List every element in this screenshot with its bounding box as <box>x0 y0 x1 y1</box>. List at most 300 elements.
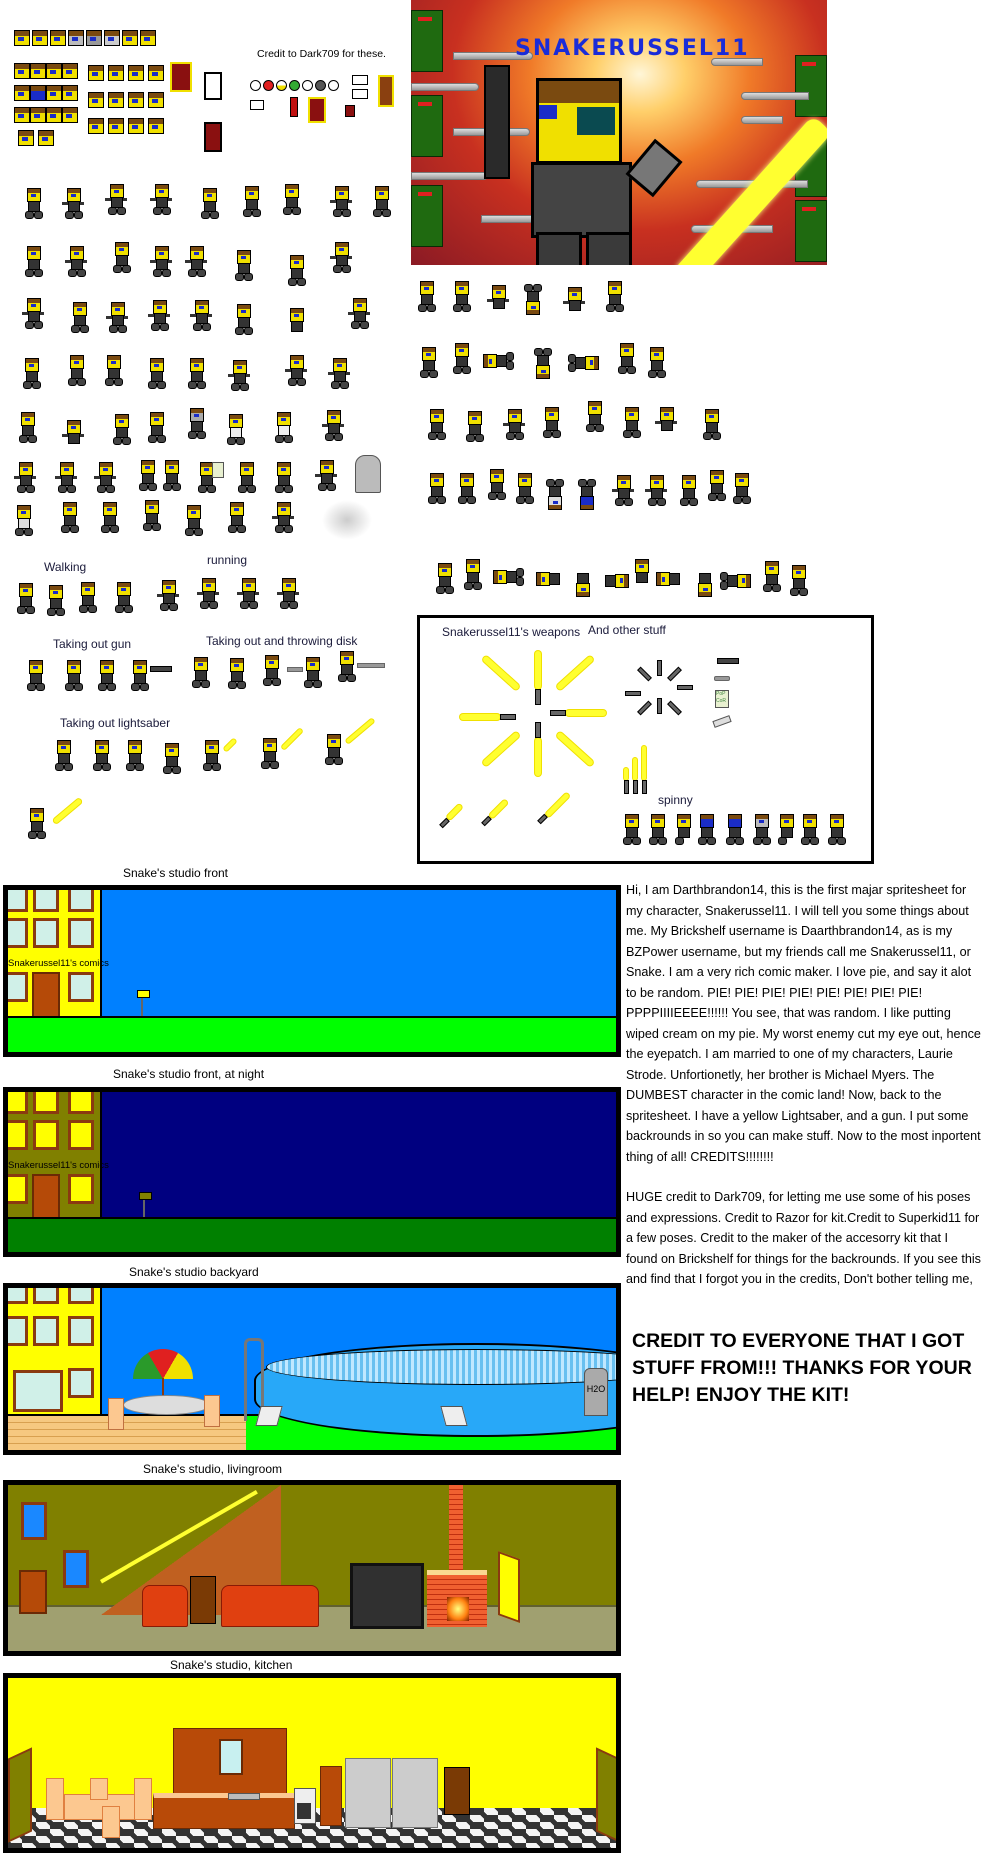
head-sprite <box>62 85 78 101</box>
pose-sprite <box>182 505 204 535</box>
spin-frame <box>672 814 694 844</box>
lightsaber-hilt <box>667 701 682 716</box>
pose-sprite <box>315 460 337 490</box>
pose-sprite <box>272 412 294 442</box>
lightsaber-hilt <box>535 722 541 738</box>
pose-sprite <box>190 300 212 330</box>
spin-frame <box>775 814 797 844</box>
mouth-icon <box>345 105 355 117</box>
head-sprite <box>46 85 62 101</box>
run-frame <box>237 578 259 608</box>
spin-frame <box>723 814 745 844</box>
eye-icon <box>302 80 313 91</box>
lightsaber-blade <box>53 798 82 824</box>
lightsaber-blade <box>624 768 628 780</box>
head-sprite <box>148 118 164 134</box>
patio-chair <box>204 1395 220 1427</box>
head-sprite <box>148 92 164 108</box>
window <box>3 1283 28 1304</box>
lightsaber-blade <box>535 651 541 689</box>
pose-sprite <box>62 420 84 450</box>
blaster-bolt <box>741 116 783 124</box>
tongue-icon <box>290 97 298 117</box>
window <box>3 972 28 1002</box>
head-sprite <box>46 107 62 123</box>
window <box>68 1174 94 1204</box>
pose-sprite <box>461 559 483 589</box>
candy-icon <box>712 715 731 728</box>
saber-frame <box>160 743 182 773</box>
scene-kitchen <box>3 1673 621 1853</box>
eye-icon <box>315 80 326 91</box>
lightsaber-blade <box>535 738 541 776</box>
mailbox-post <box>141 996 143 1016</box>
head-sprite <box>122 30 138 46</box>
mouth-icon <box>308 97 326 123</box>
door <box>32 1174 60 1220</box>
lightsaber-blade <box>545 793 570 818</box>
pose-sprite <box>185 246 207 276</box>
label-throwing-disk: Taking out and throwing disk <box>206 634 358 648</box>
window <box>21 1502 47 1540</box>
spin-frame <box>798 814 820 844</box>
head-sprite <box>38 130 54 146</box>
pose-sprite <box>450 281 472 311</box>
window <box>63 1550 89 1588</box>
lightsaber-blade <box>281 728 302 749</box>
pose-sprite <box>94 462 116 492</box>
head-sprite <box>14 85 30 101</box>
pose-sprite <box>110 414 132 444</box>
scene-label: Snake's studio front <box>123 866 229 880</box>
saber-frame <box>123 740 145 770</box>
studio-building <box>8 890 109 1016</box>
pose-sprite <box>577 480 599 510</box>
mailbox-icon <box>137 990 150 998</box>
window <box>68 1316 94 1346</box>
pose-sprite <box>603 281 625 311</box>
window <box>33 918 59 948</box>
lightsaber-final-sprite <box>15 800 95 850</box>
window <box>219 1739 243 1775</box>
disk-frame <box>301 657 323 687</box>
lightsaber-blade <box>346 719 375 744</box>
pose-sprite <box>615 343 637 373</box>
lightsaber-hilt <box>550 710 566 716</box>
eye-icon <box>263 80 274 91</box>
scene-label: Snake's studio front, at night <box>113 1067 265 1081</box>
doorway <box>498 1551 520 1623</box>
head-sprite <box>30 107 46 123</box>
label-spinny: spinny <box>658 793 693 807</box>
studio-building <box>8 1288 102 1414</box>
lightsaber-sprites <box>45 738 385 783</box>
pose-sprite <box>655 407 677 437</box>
window <box>68 1368 94 1398</box>
eye-icon <box>328 80 339 91</box>
studio-building <box>8 1092 109 1217</box>
disk-frame <box>335 651 357 681</box>
hero-leg <box>586 232 632 265</box>
pose-sprite <box>185 358 207 388</box>
sink-icon <box>228 1793 260 1800</box>
pose-sprite <box>22 298 44 328</box>
scene-livingroom <box>3 1480 621 1656</box>
pose-sprite <box>677 475 699 505</box>
walk-frame <box>112 582 134 612</box>
mailbox-post <box>143 1198 145 1217</box>
lightsaber-hilt <box>624 780 629 794</box>
head-sprite <box>108 118 124 134</box>
head-sprite <box>128 65 144 81</box>
pose-sprite <box>599 569 629 591</box>
fire-icon <box>447 1597 469 1621</box>
head-sprite <box>30 63 46 79</box>
walking-sprites <box>12 580 142 620</box>
pose-sprite <box>68 302 90 332</box>
lightsaber-blade <box>556 655 594 690</box>
saber-frame <box>200 740 222 770</box>
fireplace <box>427 1570 487 1627</box>
pose-sprite <box>330 186 352 216</box>
pose-sprite <box>285 255 307 285</box>
dining-chair <box>90 1778 108 1800</box>
gun-icon <box>717 658 739 664</box>
pose-sprite <box>330 242 352 272</box>
label-running: running <box>207 553 248 567</box>
lightsaber-hilt <box>667 667 682 682</box>
lightsaber-hilt <box>637 701 652 716</box>
pose-sprite <box>493 567 523 589</box>
lightsaber-blade <box>446 804 462 820</box>
pose-sprite <box>695 567 717 597</box>
blaster-bolt <box>411 172 488 180</box>
head-sprite <box>62 63 78 79</box>
enemy-trooper-sprite <box>411 185 443 247</box>
head-sprite <box>46 63 62 79</box>
saber-frame <box>322 734 344 764</box>
mouth-expression-sprite <box>378 75 394 107</box>
pose-sprite <box>485 469 507 499</box>
pose-sprite <box>22 246 44 276</box>
pose-sprite <box>240 186 262 216</box>
pose-sprite <box>22 188 44 218</box>
disk-icon <box>714 676 730 681</box>
doorway-right <box>596 1747 620 1842</box>
label-taking-out-gun: Taking out gun <box>53 637 132 651</box>
blaster-bolt <box>741 92 809 100</box>
television <box>350 1563 424 1629</box>
pose-sprite <box>730 473 752 503</box>
run-frame <box>197 578 219 608</box>
pose-sprite <box>483 351 513 373</box>
pose-sprite <box>235 462 257 492</box>
head-sprite <box>88 92 104 108</box>
pose-sprite <box>160 460 182 490</box>
head-expressions-group <box>14 30 244 150</box>
disk-sprites <box>185 655 385 695</box>
eye-icon <box>276 80 287 91</box>
scene-label: Snake's studio, livingroom <box>143 1462 283 1476</box>
scene-studio-backyard <box>3 1283 621 1455</box>
ghost-figure-sprite <box>355 455 381 493</box>
spin-frame <box>825 814 847 844</box>
pose-sprite <box>545 480 567 510</box>
enemy-trooper-sprite <box>795 200 827 262</box>
lightsaber-hilt <box>633 780 638 794</box>
lightsaber-blade <box>566 710 606 716</box>
pose-sprite <box>55 462 77 492</box>
door <box>32 972 60 1018</box>
saber-frame <box>25 808 47 838</box>
mouth-icon <box>250 100 264 110</box>
sliding-door <box>13 1370 63 1412</box>
pose-sprite <box>370 186 392 216</box>
head-sprite <box>128 92 144 108</box>
patio-umbrella <box>133 1349 193 1379</box>
eye-icon <box>289 80 300 91</box>
pose-sprites-right <box>405 275 825 615</box>
water-tank: H2O <box>584 1368 608 1416</box>
scene-studio-front-night <box>3 1087 621 1257</box>
pose-sprite <box>20 358 42 388</box>
weapons-subtitle: And other stuff <box>588 623 666 637</box>
pose-sprite <box>198 188 220 218</box>
walk-frame <box>76 582 98 612</box>
label-taking-out-lightsaber: Taking out lightsaber <box>60 716 171 730</box>
head-sprite <box>140 30 156 46</box>
running-sprites <box>155 578 315 618</box>
gun-frame <box>24 660 46 690</box>
dining-chair <box>46 1778 64 1820</box>
hero-head <box>536 78 622 164</box>
lightsaber-hilt <box>535 689 541 705</box>
window <box>68 1120 94 1150</box>
pose-sprite <box>463 411 485 441</box>
lightsaber-blade <box>642 746 646 780</box>
doorway-left <box>8 1747 32 1842</box>
window <box>33 885 59 912</box>
disk-frame <box>260 655 282 685</box>
pose-sprite <box>16 412 38 442</box>
pose-sprite <box>102 355 124 385</box>
mailbox-icon <box>139 1192 152 1200</box>
mouth-expression-sprite <box>204 122 222 152</box>
head-sprite <box>32 30 48 46</box>
pose-sprite <box>136 460 158 490</box>
enemy-trooper-sprite <box>411 10 443 72</box>
sofa <box>221 1585 319 1627</box>
pose-sprite <box>645 347 667 377</box>
window <box>3 1087 28 1114</box>
pose-sprite <box>12 505 34 535</box>
pose-sprite <box>110 242 132 272</box>
gun-frame <box>128 660 150 690</box>
spin-frame <box>620 814 642 844</box>
hero-body <box>531 162 632 238</box>
credit-note: Credit to Dark709 for these. <box>257 48 386 60</box>
head-sprite <box>88 118 104 134</box>
pose-sprite <box>148 300 170 330</box>
lightsaber-hilt <box>481 816 492 827</box>
window <box>3 885 28 912</box>
head-sprite <box>108 92 124 108</box>
head-sprite <box>18 130 34 146</box>
run-frame <box>277 578 299 608</box>
label-walking: Walking <box>44 560 87 574</box>
fight-cloud-sprite <box>322 500 372 540</box>
pose-sprite <box>272 502 294 532</box>
pose-sprite <box>573 567 595 597</box>
weapons-title: Snakerussel11's weapons <box>442 625 581 639</box>
armchair <box>142 1585 188 1627</box>
window <box>3 918 28 948</box>
closet-door <box>190 1576 216 1624</box>
pose-sprites-left <box>0 180 405 510</box>
gun-icon <box>150 666 172 672</box>
pose-sprite <box>322 410 344 440</box>
pose-sprite <box>425 473 447 503</box>
enemy-trooper-sprite <box>411 95 443 157</box>
window <box>3 1174 28 1204</box>
disk-frame <box>189 657 211 687</box>
scene-label: Snake's studio, kitchen <box>170 1658 293 1672</box>
grass-ground <box>8 1016 616 1054</box>
gun-frame <box>95 660 117 690</box>
lightsaber-blade <box>482 731 520 766</box>
pose-sprite <box>415 281 437 311</box>
walk-frame <box>44 585 66 615</box>
eye-icon <box>250 80 261 91</box>
banner-title: SNAKERUSSEL11 <box>515 36 750 61</box>
lightsaber-hilt <box>625 691 641 696</box>
pose-sprite <box>348 298 370 328</box>
pose-sprite <box>612 475 634 505</box>
pose-sprite <box>272 462 294 492</box>
popcorn-icon: PoP CoR <box>715 690 729 708</box>
weapons-box <box>417 615 874 864</box>
pose-sprite <box>225 502 247 532</box>
pose-sprite <box>62 188 84 218</box>
pose-sprite <box>232 250 254 280</box>
head-sprite <box>14 63 30 79</box>
blaster-bolt <box>411 83 479 91</box>
chimney <box>449 1485 463 1570</box>
window <box>33 1120 59 1150</box>
pose-sprite <box>232 304 254 334</box>
dining-chair <box>134 1778 152 1820</box>
stove <box>294 1788 316 1824</box>
pose-sprite <box>433 563 455 593</box>
disk-icon <box>357 663 385 668</box>
pose-sprite <box>140 500 162 530</box>
pose-sprite <box>450 343 472 373</box>
lightsaber-hilt <box>677 685 693 690</box>
pose-sprite <box>105 184 127 214</box>
description-paragraph-2: HUGE credit to Dark709, for letting me use some of his poses and expressions. Credit to Razor for kit.Credit to Superkid11 for a few poses. Credit to the maker of the accesorry kit that I found on Brickshelf for things for the backrounds. If you see this and find that I forgot you in the credits, Don't bother telling me, <box>626 1190 981 1286</box>
lightsaber-hilt <box>657 698 662 714</box>
refrigerator <box>345 1758 391 1828</box>
window <box>3 1120 28 1150</box>
window <box>68 1283 94 1304</box>
pose-sprite <box>65 246 87 276</box>
pose-sprite <box>65 355 87 385</box>
pose-sprite <box>721 569 751 591</box>
lightsaber-blade <box>460 714 500 720</box>
patio-table <box>123 1395 210 1415</box>
pose-sprite <box>417 347 439 377</box>
pose-sprite <box>705 470 727 500</box>
pose-sprite <box>760 561 782 591</box>
swimming-pool <box>254 1343 621 1437</box>
lightsaber-hilt <box>657 660 662 676</box>
gun-icon <box>484 65 510 179</box>
grass-ground <box>8 1217 616 1254</box>
front-door <box>19 1570 47 1614</box>
head-sprite <box>128 118 144 134</box>
pose-sprite <box>487 285 509 315</box>
gun-frame <box>62 660 84 690</box>
description-paragraph-1: Hi, I am Darthbrandon14, this is the first majar spritesheet for my character, Snakerussel11. I will tell you some things about me. My Brickshelf username is Daarthbrandon14, as is my BZPower username, but my friends call me Snakerussel11, or Snake. I am a very rich comic maker. I love pie, and say it alot to be random. PIE! PIE! PIE! PIE! PIE! PIE! PIE! PIE! PPPPIIIIEEEE!!!!!! You see, that was random. I like putting wiped cream on my pie. My worst enemy cut my eye out, hence the eyepatch. I am married to one of my characters, Laurie Strode. Unfortionetly, her brother is Michael Myers. The DUMBEST character in the comic land! Now, back to the spritesheet. I have a yellow Lightsaber, and a gun. I put some backrounds in so you can make stuff. Now to the most inportent thing of all! CREDITS!!!!!!!! <box>626 883 981 1164</box>
head-sprite <box>14 107 30 123</box>
pose-sprite <box>285 308 307 338</box>
pose-sprite <box>224 414 246 444</box>
pose-sprite <box>569 351 599 373</box>
window <box>33 1283 59 1304</box>
dining-chair <box>102 1806 120 1838</box>
lightsaber-blade <box>482 655 520 690</box>
pose-sprite <box>150 184 172 214</box>
disk-frame <box>225 658 247 688</box>
pose-sprite <box>630 559 652 589</box>
lightsaber-hilt <box>537 814 548 825</box>
pantry-door <box>444 1767 470 1815</box>
lightsaber-hilt <box>439 818 450 829</box>
lightsaber-blade <box>556 731 594 766</box>
scene-studio-front <box>3 885 621 1057</box>
pose-sprite <box>656 569 686 591</box>
kitchen-counter <box>153 1793 295 1829</box>
pose-sprite <box>280 184 302 214</box>
lightsaber-hilt <box>500 714 516 720</box>
pose-sprite <box>425 409 447 439</box>
pose-sprite <box>145 358 167 388</box>
head-sprite <box>148 65 164 81</box>
head-sprite <box>14 30 30 46</box>
saber-frame <box>52 740 74 770</box>
pose-sprite <box>533 349 555 379</box>
lightsaber-hilt <box>642 780 647 794</box>
pose-sprite <box>455 473 477 503</box>
pose-sprite <box>185 408 207 438</box>
window <box>68 972 94 1002</box>
head-sprite <box>30 85 46 101</box>
head-sprite <box>86 30 102 46</box>
pose-sprite <box>285 355 307 385</box>
lightsaber-blade <box>224 739 237 752</box>
pose-sprite <box>700 409 722 439</box>
window <box>68 1087 94 1114</box>
head-sprite <box>88 65 104 81</box>
refrigerator <box>392 1758 438 1828</box>
spin-frame <box>750 814 772 844</box>
pose-sprite <box>645 475 667 505</box>
popcorn-icon <box>212 462 224 478</box>
pose-sprite <box>620 407 642 437</box>
credits-shout: CREDIT TO EVERYONE THAT I GOT STUFF FROM!!! THANKS FOR YOUR HELP! ENJOY THE KIT! <box>632 1330 972 1406</box>
window <box>33 1316 59 1346</box>
walk-frame <box>14 583 36 613</box>
